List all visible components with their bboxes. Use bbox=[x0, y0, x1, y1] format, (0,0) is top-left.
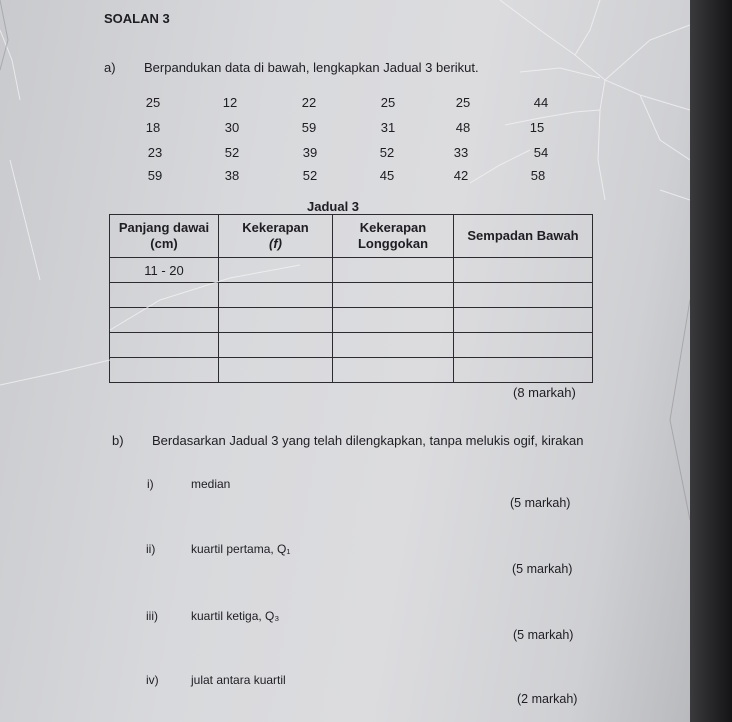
table-cell[interactable] bbox=[454, 333, 593, 358]
table-cell[interactable] bbox=[219, 283, 333, 308]
table-cell[interactable] bbox=[333, 283, 454, 308]
data-value: 45 bbox=[379, 168, 395, 183]
table-row bbox=[110, 333, 593, 358]
table-cell[interactable] bbox=[110, 333, 219, 358]
data-value: 48 bbox=[455, 120, 471, 135]
table-cell[interactable] bbox=[333, 358, 454, 383]
data-value: 22 bbox=[301, 95, 317, 110]
table-cell[interactable] bbox=[110, 358, 219, 383]
data-value: 38 bbox=[224, 168, 240, 183]
data-value: 58 bbox=[530, 168, 546, 183]
data-value: 52 bbox=[379, 145, 395, 160]
data-value: 59 bbox=[301, 120, 317, 135]
data-value: 23 bbox=[147, 145, 163, 160]
data-value: 44 bbox=[533, 95, 549, 110]
part-marks: (2 markah) bbox=[517, 692, 578, 706]
data-value: 59 bbox=[147, 168, 163, 183]
table-cell[interactable] bbox=[219, 308, 333, 333]
data-value: 42 bbox=[453, 168, 469, 183]
table-row bbox=[110, 258, 593, 283]
part-label: kuartil ketiga, Q₃ bbox=[191, 609, 280, 623]
table-cell[interactable] bbox=[110, 308, 219, 333]
header-line: Kekerapan bbox=[359, 220, 427, 235]
question-a-letter: a) bbox=[104, 60, 116, 75]
data-value: 39 bbox=[302, 145, 318, 160]
table-row bbox=[110, 283, 593, 308]
part-marks: (5 markah) bbox=[510, 496, 571, 510]
part-marks: (5 markah) bbox=[512, 562, 573, 576]
data-value: 52 bbox=[224, 145, 240, 160]
data-value: 25 bbox=[380, 95, 396, 110]
part-label: median bbox=[191, 477, 231, 491]
table-row bbox=[110, 358, 593, 383]
header-line: Sempadan Bawah bbox=[467, 228, 579, 243]
question-a-marks: (8 markah) bbox=[513, 385, 576, 400]
table-cell[interactable] bbox=[219, 258, 333, 283]
data-value: 18 bbox=[145, 120, 161, 135]
header-line: Kekerapan bbox=[242, 220, 309, 235]
question-b-letter: b) bbox=[112, 433, 124, 448]
table-cell[interactable] bbox=[110, 283, 219, 308]
header-panjang-dawai bbox=[110, 215, 219, 258]
header-line: (f) bbox=[269, 236, 282, 251]
data-value: 33 bbox=[453, 145, 469, 160]
table-row bbox=[110, 308, 593, 333]
question-title: SOALAN 3 bbox=[104, 11, 170, 26]
data-value: 52 bbox=[302, 168, 318, 183]
data-value: 12 bbox=[222, 95, 238, 110]
part-number: i) bbox=[147, 477, 154, 491]
table-cell[interactable] bbox=[454, 258, 593, 283]
part-label: julat antara kuartil bbox=[191, 673, 286, 687]
table-cell[interactable] bbox=[333, 333, 454, 358]
header-kekerapan-longgokan bbox=[333, 215, 454, 258]
table-cell[interactable] bbox=[333, 308, 454, 333]
part-number: iii) bbox=[146, 609, 158, 623]
table-cell[interactable]: 11 - 20 bbox=[110, 258, 219, 283]
data-value: 25 bbox=[455, 95, 471, 110]
header-kekerapan bbox=[219, 215, 333, 258]
data-value: 54 bbox=[533, 145, 549, 160]
part-label: kuartil pertama, Q₁ bbox=[191, 542, 291, 556]
table-cell[interactable] bbox=[454, 308, 593, 333]
table-cell[interactable] bbox=[333, 258, 454, 283]
question-b-text: Berdasarkan Jadual 3 yang telah dilengkapkan, tanpa melukis ogif, kirakan bbox=[152, 433, 584, 448]
table-header-row bbox=[110, 215, 593, 258]
device-edge bbox=[690, 0, 732, 722]
header-line: (cm) bbox=[150, 236, 178, 251]
data-value: 30 bbox=[224, 120, 240, 135]
part-number: ii) bbox=[146, 542, 156, 556]
table-cell[interactable] bbox=[454, 358, 593, 383]
frequency-table bbox=[109, 214, 593, 383]
part-marks: (5 markah) bbox=[513, 628, 574, 642]
header-line: Longgokan bbox=[357, 236, 429, 251]
header-sempadan-bawah bbox=[454, 215, 593, 258]
part-number: iv) bbox=[146, 673, 159, 687]
table-title: Jadual 3 bbox=[307, 199, 360, 214]
table-cell[interactable] bbox=[454, 283, 593, 308]
question-a-text: Berpandukan data di bawah, lengkapkan Jadual 3 berikut. bbox=[144, 60, 479, 75]
header-line: Panjang dawai bbox=[118, 220, 210, 235]
data-value: 31 bbox=[380, 120, 396, 135]
data-value: 15 bbox=[529, 120, 545, 135]
table-cell[interactable] bbox=[219, 358, 333, 383]
table-cell[interactable] bbox=[219, 333, 333, 358]
data-value: 25 bbox=[145, 95, 161, 110]
